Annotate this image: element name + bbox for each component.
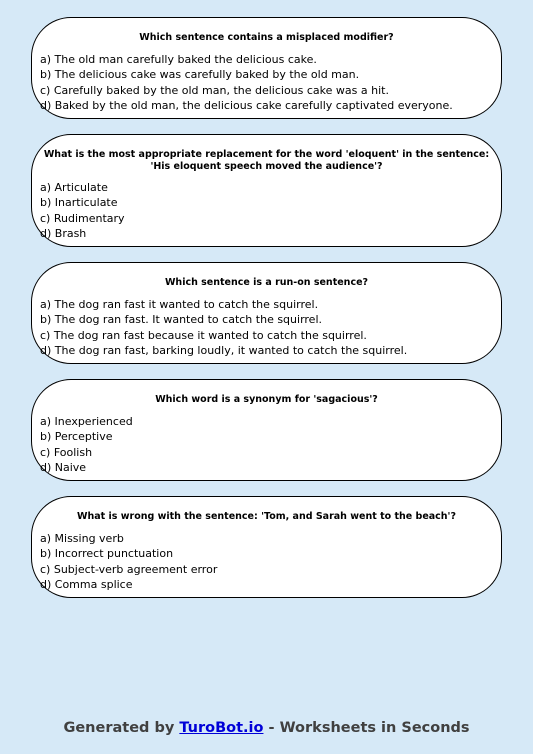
options-list [40,414,495,476]
option-d: d) Comma splice [40,578,133,592]
options-list [40,297,495,359]
question-card-3 [31,262,502,364]
option-d: d) Naive [40,461,87,475]
footer-suffix: - Worksheets in Seconds [263,720,470,736]
option-c: c) Foolish [40,445,93,459]
question-card-2 [31,134,502,247]
footer-prefix: Generated by [63,720,180,736]
question-card-5 [31,496,502,598]
option-a: a) Missing verb [40,532,124,545]
option-a: a) Articulate [40,181,108,194]
question-title-line-2: 'His eloquent speech moved the audience'? [150,161,383,172]
footer [0,718,533,738]
option-a: a) The dog ran fast it wanted to catch the squirrel. [40,298,319,311]
option-a: a) The old man carefully baked the delicious cake. [40,53,317,66]
question-card-1 [31,17,502,119]
option-b: b) Inarticulate [40,196,118,210]
option-c: c) The dog ran fast because it wanted to catch the squirrel. [40,328,367,342]
option-c: c) Carefully baked by the old man, the delicious cake was a hit. [40,83,389,97]
option-c: c) Rudimentary [40,211,125,225]
option-b: b) Incorrect punctuation [40,547,174,561]
option-b: b) The dog ran fast. It wanted to catch the squirrel. [40,313,322,327]
option-b: b) Perceptive [40,430,113,444]
option-d: d) Baked by the old man, the delicious cake carefully captivated everyone. [40,99,453,113]
options-list [40,531,495,593]
option-d: d) The dog ran fast, barking loudly, it wanted to catch the squirrel. [40,344,408,358]
turobot-link[interactable]: TuroBot.io [179,720,264,736]
option-a: a) Inexperienced [40,415,133,428]
question-title: What is wrong with the sentence: 'Tom, and Sarah went to the beach'? [77,511,456,522]
option-d: d) Brash [40,227,87,241]
question-title: Which word is a synonym for 'sagacious'? [155,394,378,405]
options-list [40,180,495,242]
options-list [40,52,495,114]
question-title: Which sentence contains a misplaced modifier? [139,32,394,43]
option-b: b) The delicious cake was carefully baked by the old man. [40,68,360,82]
question-title-line-1: What is the most appropriate replacement for the word 'eloquent' in the sentence: [43,149,490,160]
question-card-4 [31,379,502,481]
option-c: c) Subject-verb agreement error [40,562,218,576]
question-title: Which sentence is a run-on sentence? [164,277,369,288]
